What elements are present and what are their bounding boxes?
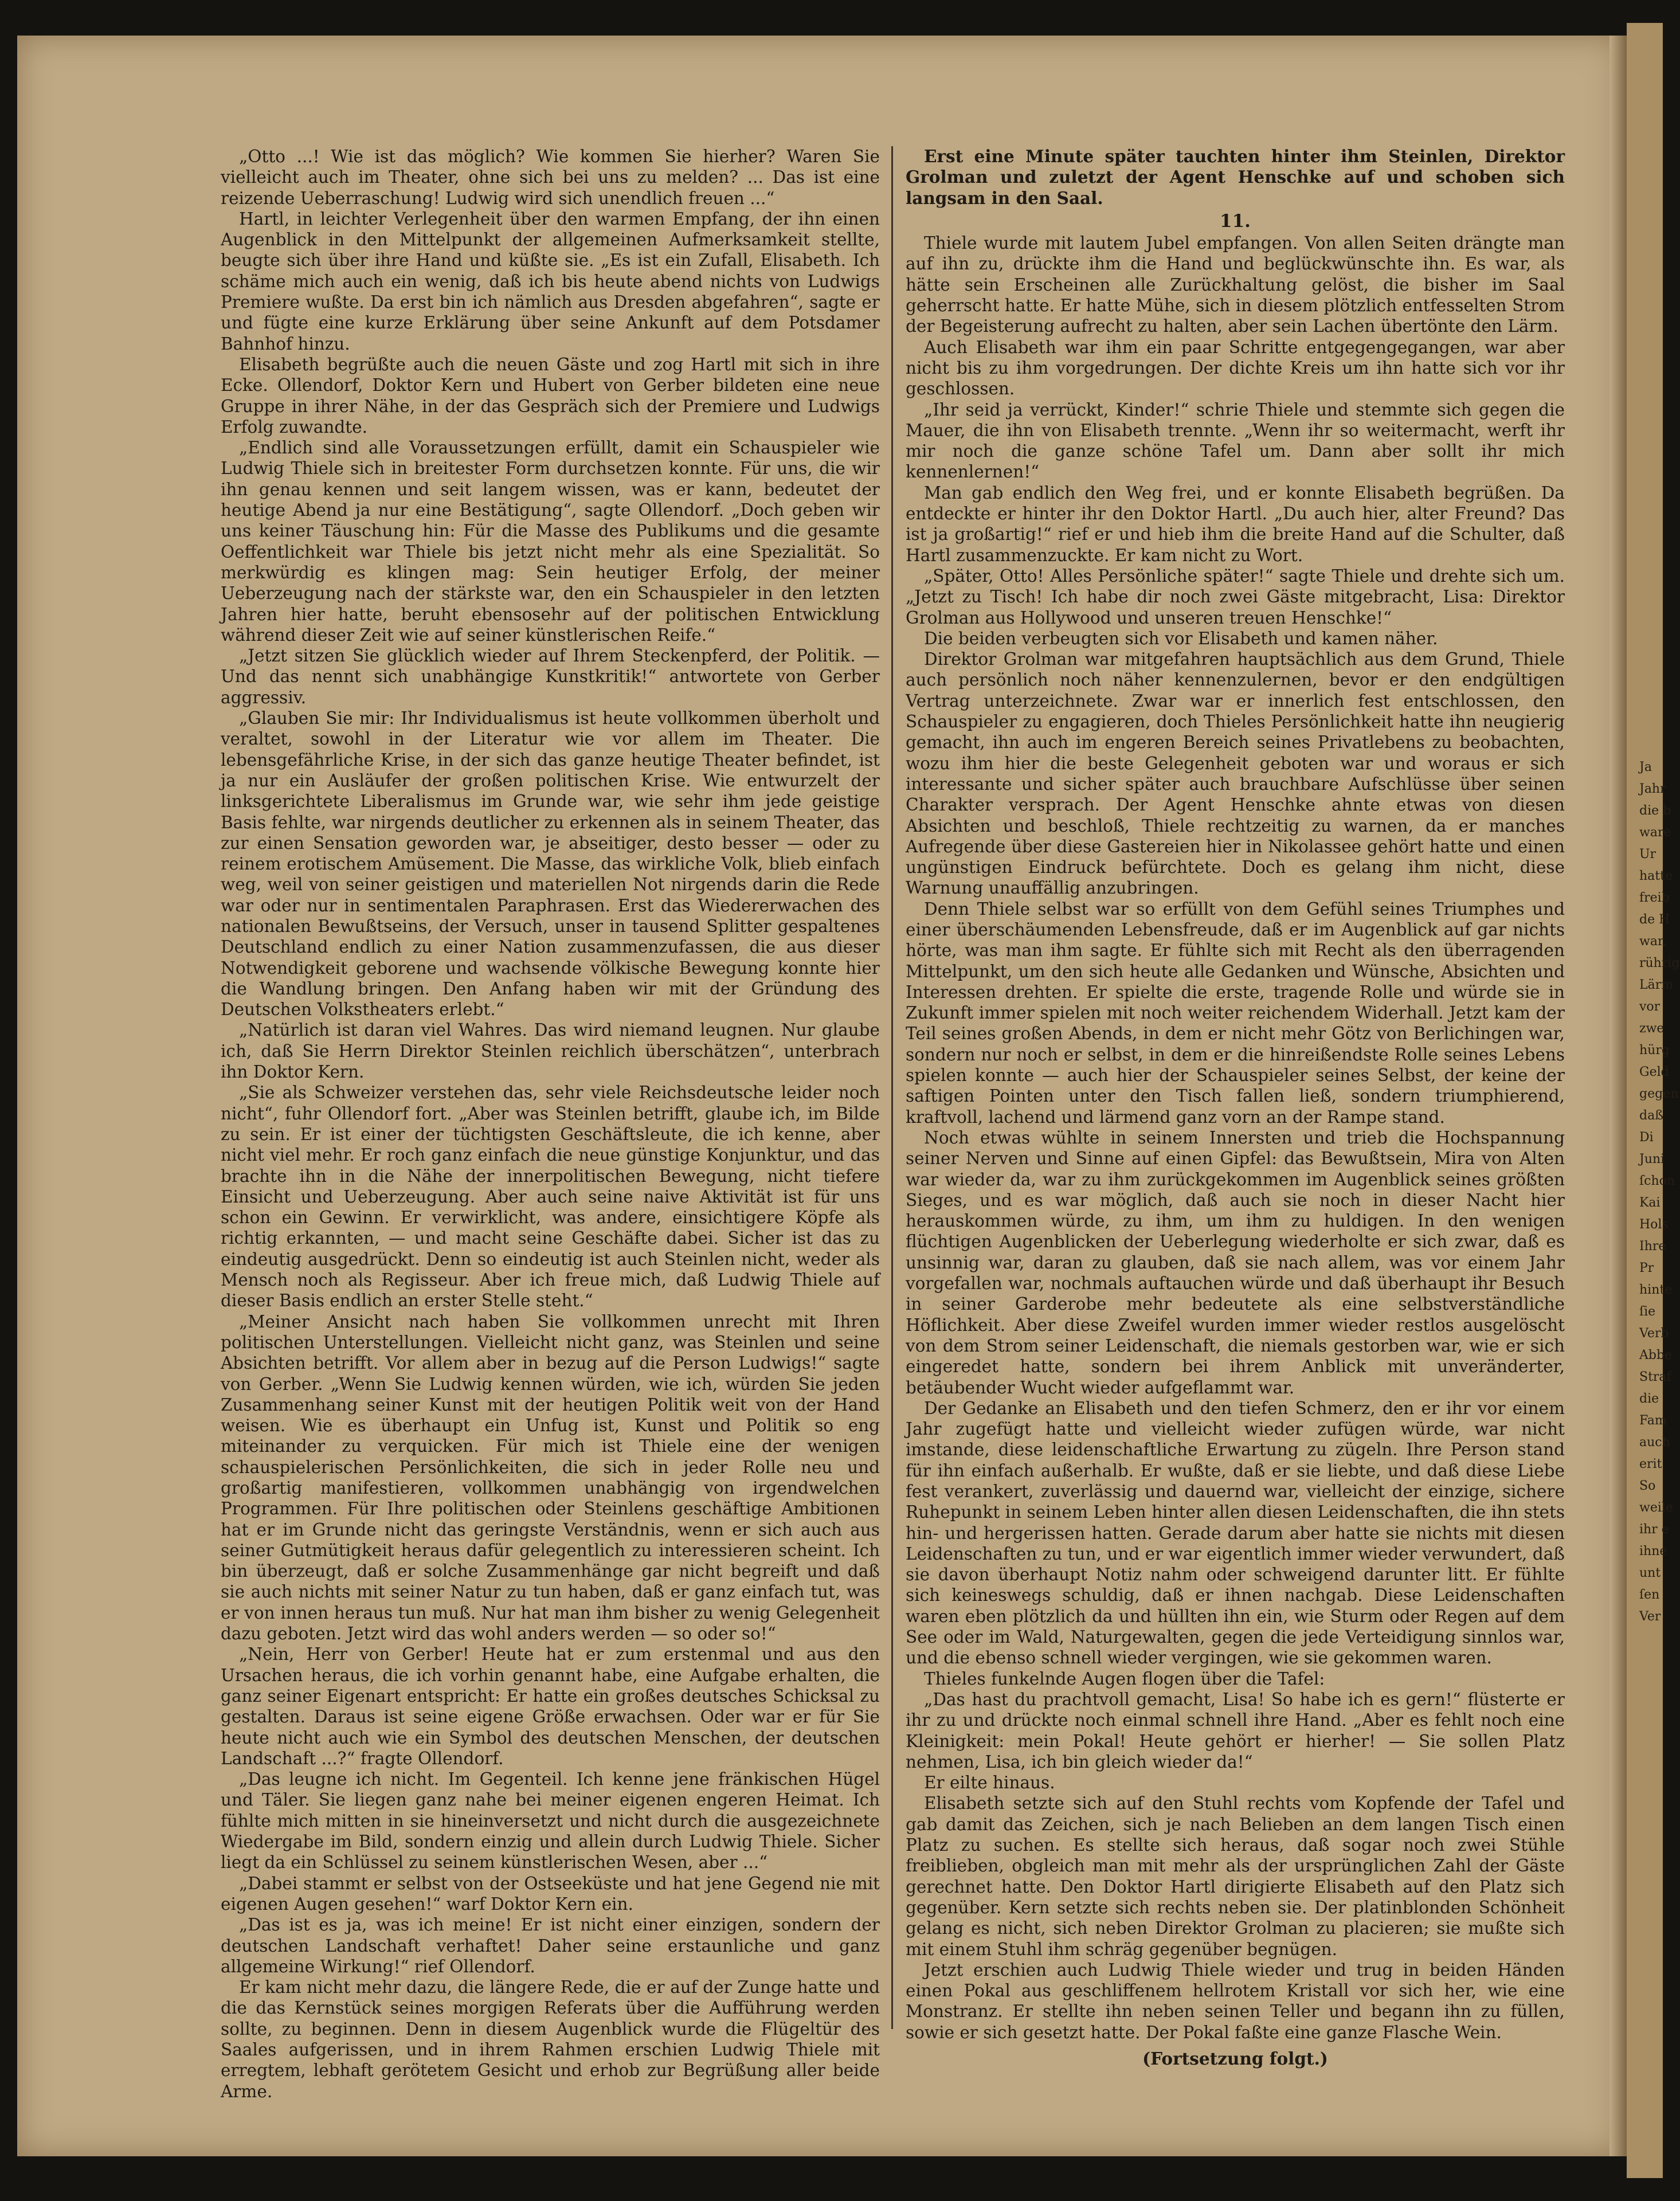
next-page-fragment: Juni <box>1639 1152 1665 1166</box>
next-page-fragment: hinte <box>1639 1283 1673 1297</box>
right-column-paragraph: Thieles funkelnde Augen flogen über die Tafel: <box>924 1669 1325 1689</box>
print-area <box>221 146 1568 2101</box>
left-column-paragraph: „Dabei stammt er selbst von der Ostseeküste und hat jene Gegend nie mit eigenen Augen gesehen!“ warf Doktor Kern ein. <box>221 1873 880 1914</box>
next-page-fragment: freib <box>1639 891 1670 905</box>
next-page-fragment: Lärm <box>1639 978 1674 992</box>
right-column-paragraph: Denn Thiele selbst war so erfüllt von dem Gefühl seines Triumphes und einer überschäumenden Lebensfreude, daß er im Augenblick auf gar nichts hörte, was man ihm sagte. Er fühlte sich mit Recht als den überragenden Mittelpunkt, um den sich heute alle Gedanken und Wünsche, Absichten und Interessen drehten. Er spielte die erste, tragende Rolle und würde sie in Zukunft immer spielen mit noch weiter reichendem Widerhall. Jetzt kam der Teil seines großen Abends, in dem er nicht mehr Götz von Berlichingen war, sondern nur noch er selbst, in dem er die hinreißendste Rolle seines Lebens spielen konnte — auch hier der Schauspieler seines Selbst, der keine der saftigen Pointen unter den Tisch fallen ließ, sondern triumphierend, kraftvoll, lachend und lärmend ganz vorn an der Rampe stand. <box>906 899 1565 1127</box>
right-column-paragraph: „Ihr seid ja verrückt, Kinder!“ schrie Thiele und stemmte sich gegen die Mauer, die ihn von Elisabeth trennte. „Wenn ihr so weitermacht, werft ihr mir noch die ganze schöne Tafel um. Dann aber sollt ihr mich kennenlernen!“ <box>906 400 1565 482</box>
next-page-fragment: ſchon <box>1639 1174 1675 1188</box>
left-column-paragraph: Er kam nicht mehr dazu, die längere Rede, die er auf der Zunge hatte und die das Kernstück seines morgigen Referats über die Aufführung werden sollte, zu beginnen. Denn in diesem Augenblick wurde die Flügeltür des Saales aufgerissen, und in ihrem Rahmen erschien Ludwig Thiele mit erregtem, lebhaft gerötetem Gesicht und erhob zur Begrüßung aller beide Arme. <box>221 1977 880 2101</box>
left-column-paragraph: „Natürlich ist daran viel Wahres. Das wird niemand leugnen. Nur glaube ich, daß Sie Herrn Direktor Steinlen reichlich überschätzen“, unterbrach ihn Doktor Kern. <box>221 1020 880 1082</box>
right-column-paragraph: Der Gedanke an Elisabeth und den tiefen Schmerz, den er ihr vor einem Jahr zugefügt hatte und vielleicht wieder zufügen würde, war nicht imstande, diese leidenschaftliche Erwartung zu zügeln. Ihre Person stand für ihn einfach außerhalb. Er wußte, daß er sie liebte, und daß diese Liebe fest verankert, zuverlässig und dauernd war, vielleicht der einzige, sichere Ruhepunkt in seinem Leben hinter allen diesen Leidenschaften, die ihn stets hin- und hergerissen hatten. Gerade darum aber hatte sie nichts mit diesen Leidenschaften zu tun, und er war eigentlich immer wieder verwundert, daß sie davon überhaupt Notiz nahm oder schweigend darunter litt. Er fühlte sich keineswegs schuldig, daß er ihnen nachgab. Diese Leidenschaften waren eben plötzlich da und hüllten ihn ein, wie Sturm oder Regen auf dem See oder im Wald, Naturgewalten, gegen die jede Verteidigung sinnlos war, und die ebenso schnell wieder vergingen, wie sie gekommen waren. <box>906 1398 1565 1668</box>
next-page-fragment: ſen <box>1639 1588 1660 1602</box>
right-column-paragraph: „Das hast du prachtvoll gemacht, Lisa! So habe ich es gern!“ flüsterte er ihr zu und drückte noch einmal schnell ihre Hand. „Aber es fehlt noch eine Kleinigkeit: mein Pokal! Heute gehört er hierher! — Sie sollen Platz nehmen, Lisa, ich bin gleich wieder da!“ <box>906 1689 1565 1772</box>
left-column-paragraph: Hartl, in leichter Verlegenheit über den warmen Empfang, der ihn einen Augenblick in den Mittelpunkt der allgemeinen Aufmerksamkeit stellte, beugte sich über ihre Hand und küßte sie. „Es ist ein Zufall, Elisabeth. Ich schäme mich auch ein wenig, daß ich bis heute abend nichts von Ludwigs Premiere wußte. Da erst bin ich nämlich aus Dresden abgefahren“, sagte er und fügte eine kurze Erklärung über seine Ankunft auf dem Potsdamer Bahnhof hinzu. <box>221 209 880 354</box>
next-page-fragment: vor <box>1639 1000 1661 1014</box>
right-column-paragraph: Man gab endlich den Weg frei, und er konnte Elisabeth begrüßen. Da entdeckte er hinter ihr den Doktor Hartl. „Du auch hier, alter Freund? Das ist ja großartig!“ rief er und hieb ihm die breite Hand auf die Schulter, daß Hartl zusammenzuckte. Er kam nicht zu Wort. <box>906 483 1565 565</box>
right-column-paragraph: Elisabeth setzte sich auf den Stuhl rechts vom Kopfende der Tafel und gab damit das Zeichen, sich je nach Belieben an dem langen Tisch einen Platz zu suchen. Es stellte sich heraus, daß sogar noch zwei Stühle freiblieben, obgleich man mit mehr als der ursprünglichen Zahl der Gäste gerechnet hatte. Den Doktor Hartl dirigierte Elisabeth auf den Platz sich gegenüber. Kern setzte sich rechts neben sie. Der platinblonden Schönheit gelang es nicht, sich neben Direktor Grolman zu placieren; sie mußte sich mit einem Stuhl ihm schräg gegenüber begnügen. <box>906 1793 1565 1959</box>
next-page-fragment: ihne <box>1639 1544 1667 1558</box>
next-page-fragment: die b <box>1639 804 1671 818</box>
right-column-paragraph: Direktor Grolman war mitgefahren hauptsächlich aus dem Grund, Thiele auch persönlich noch näher kennenzulernen, bevor er den endgültigen Vertrag unterzeichnete. Zwar war er innerlich fest entschlossen, den Schauspieler zu engagieren, doch Thieles Persönlichkeit hatte ihn neugierig gemacht, ihn auch im engeren Bereich seines Privatlebens zu beobachten, wozu ihm hier die beste Gelegenheit geboten war und woraus er sich interessante und sicher später auch brauchbare Aufschlüsse über seinen Charakter versprach. Der Agent Henschke ahnte etwas von diesen Absichten und beschloß, Thiele rechtzeitig zu warnen, da er manches Aufregende über diese Gastereien hier in Nikolassee gehört hatte und einen ungünstigen Eindruck befürchtete. Doch es gelang ihm nicht, diese Warnung unauffällig anzubringen. <box>906 649 1565 898</box>
left-column-paragraph: Elisabeth begrüßte auch die neuen Gäste und zog Hartl mit sich in ihre Ecke. Ollendorf, Doktor Kern und Hubert von Gerber bildeten eine neue Gruppe in ihrer Nähe, in der das Gespräch sich der Premiere und Ludwigs Erfolg zuwandte. <box>221 354 880 437</box>
next-page-fragment: So <box>1639 1479 1656 1493</box>
right-column-paragraphs <box>906 233 1565 2043</box>
next-page-text-fragments <box>1639 757 1680 2018</box>
left-column <box>221 146 880 2101</box>
next-page-fragment: hatte <box>1639 869 1673 883</box>
next-page-fragment: war, <box>1639 934 1667 949</box>
next-page-fragment: weile <box>1639 1501 1673 1515</box>
next-page-fragment: Verb <box>1639 1326 1669 1341</box>
next-page-fragment: Ver <box>1639 1609 1661 1624</box>
column-divider <box>891 146 893 2029</box>
left-column-paragraph: „Sie als Schweizer verstehen das, sehr viele Reichsdeutsche leider noch nicht“, fuhr Ollendorf fort. „Aber was Steinlen betrifft, glaube ich, im Bilde zu sein. Er ist einer der tüchtigsten Geschäftsleute, die ich kenne, aber nicht viel mehr. Er roch ganz einfach die neue günstige Konjunktur, und das brachte ihn in die Nähe der innerpolitischen Bewegung, nicht tiefere Einsicht und Ueberzeugung. Aber auch seine naive Aktivität ist für uns schon ein Gewinn. Er verwirklicht, was andere, einsichtigere Köpfe als richtig erkannten, — und macht seine Geschäfte dabei. Sicher ist das zu eindeutig ausgedrückt. Denn so eindeutig ist auch Steinlen nicht, weder als Mensch noch als Regisseur. Aber ich freue mich, daß Ludwig Thiele auf dieser Basis endlich an erster Stelle steht.“ <box>221 1083 880 1311</box>
next-page-fragment: unt <box>1639 1566 1661 1580</box>
right-column-paragraph: „Später, Otto! Alles Persönliche später!“ sagte Thiele und drehte sich um. „Jetzt zu Tisch! Ich habe dir noch zwei Gäste mitgebracht, Lisa: Direktor Grolman aus Hollywood und unseren treuen Henschke!“ <box>906 566 1565 628</box>
next-page-fragment: daß <box>1639 1109 1663 1123</box>
next-page-fragment: Geld <box>1639 1065 1669 1079</box>
next-page-fragment: ſie <box>1639 1305 1656 1319</box>
next-page-fragment: rührig <box>1639 956 1680 970</box>
right-column-paragraph: Er eilte hinaus. <box>924 1773 1055 1793</box>
next-page-fragment: gegen <box>1639 1087 1679 1101</box>
next-page-fragment: Hols <box>1639 1217 1669 1232</box>
right-column-paragraph: Die beiden verbeugten sich vor Elisabeth und kamen näher. <box>924 628 1438 648</box>
left-column-paragraph: „Nein, Herr von Gerber! Heute hat er zum erstenmal und aus den Ursachen heraus, die ich vorhin genannt habe, eine Aufgabe erhalten, die ganz seiner Eigenart entspricht: Er hatte ein großes deutsches Schicksal zu gestalten. Daraus ist seine eigene Größe erwachsen. Oder war er für Sie heute nicht auch wie ein Symbol des deutschen Menschen, der deutschen Landschaft ...?“ fragte Ollendorf. <box>221 1644 880 1768</box>
left-column-paragraph: „Jetzt sitzen Sie glücklich wieder auf Ihrem Steckenpferd, der Politik. — Und das nennt sich unabhängige Kunstkritik!“ antwortete von Gerber aggressiv. <box>221 646 880 707</box>
page-fold <box>1609 36 1627 2156</box>
left-column-paragraph: „Das leugne ich nicht. Im Gegenteil. Ich kenne jene fränkischen Hügel und Täler. Sie liegen ganz nahe bei meiner eigenen engeren Heimat. Ich fühlte mich mitten in sie hineinversetzt und nicht durch die ausgezeichnete Wiedergabe im Bild, sondern einzig und allein durch Ludwig Thiele. Sicher liegt da ein Schlüssel zu seinem künstlerischen Wesen, aber ...“ <box>221 1769 880 1873</box>
next-page-fragment: zwe <box>1639 1021 1665 1036</box>
next-page-fragment: Fam <box>1639 1413 1667 1428</box>
next-page-fragment: Ihre <box>1639 1239 1666 1254</box>
next-page-fragment: Ur <box>1639 847 1656 861</box>
left-column-paragraph: „Meiner Ansicht nach haben Sie vollkommen unrecht mit Ihren politischen Unterstellungen. Vielleicht nicht ganz, was Steinlen und seine Absichten betrifft. Vor allem aber in bezug auf die Person Ludwigs!“ sagte von Gerber. „Wenn Sie Ludwig kennen würden, wie ich, würden Sie jeden Zusammenhang seiner Kunst mit der heutigen Politik weit von der Hand weisen. Wie es überhaupt ein Unfug ist, Kunst und Politik so eng miteinander zu verquicken. Für mich ist Thiele eine der wenigen schauspielerischen Persönlichkeiten, die sich in jeder Rolle neu und großartig manifestieren, vollkommen unabhängig von irgendwelchen Programmen. Für Ihre politischen oder Steinlens geschäftige Ambitionen hat er im Grunde nicht das geringste Verständnis, wenn er sich auch aus seiner Gutmütigkeit heraus dafür gelegentlich zu interessieren scheint. Ich bin überzeugt, daß er solche Zusammenhänge gar nicht begreift und daß sie auch nichts mit seiner Natur zu tun haben, daß er ganz einfach tut, was er von innen heraus tun muß. Nur hat man ihm bisher zu wenig Gelegenheit dazu geboten. Jetzt wird das wohl anders werden — so oder so!“ <box>221 1311 880 1644</box>
next-page-fragment: ihr e <box>1639 1522 1669 1537</box>
next-page-fragment: erit <box>1639 1457 1662 1471</box>
right-column-paragraph: Jetzt erschien auch Ludwig Thiele wieder und trug in beiden Händen einen Pokal aus geschliffenem hellrotem Kristall vor sich her, wie eine Monstranz. Er stellte ihn neben seinen Teller und begann ihn zu füllen, sowie er sich gesetzt hatte. Der Pokal faßte eine ganze Flasche Wein. <box>906 1960 1565 2042</box>
chapter-number: 11. <box>1220 210 1251 232</box>
next-page-fragment: Pr <box>1639 1261 1654 1275</box>
next-page-fragment: ware <box>1639 825 1671 840</box>
right-column-paragraph: Noch etwas wühlte in seinem Innersten und trieb die Hochspannung seiner Nerven und Sinne auf einen Gipfel: das Bewußtsein, Mira von Alten war wieder da, war zu ihm zurückgekommen im Augenblick seines größten Sieges, und es war möglich, daß auch sie noch in dieser Nacht hier herauskommen würde, zu ihm, um ihm zu huldigen. In den wenigen flüchtigen Augenblicken der Ueberlegung wiederholte er sich zwar, daß es unsinnig war, daran zu glauben, daß sie nach allem, was vor einem Jahr vorgefallen war, nochmals auftauchen würde und daß überhaupt ihr Besuch in seiner Garderobe mehr bedeutete als eine selbstverständliche Höflichkeit. Aber diese Zweifel wurden immer wieder restlos ausgelöscht von dem Strom seiner Leidenschaft, die niemals gestorben war, wie er sich eingeredet hatte, sondern bei ihrem Anblick mit unveränderter, betäubender Wucht wieder aufgeflammt war. <box>906 1127 1565 1397</box>
left-column-paragraph: „Glauben Sie mir: Ihr Individualismus ist heute vollkommen überholt und veraltet, sowohl in der Literatur wie vor allem im Theater. Die lebensgefährliche Krise, in der sich das ganze heutige Theater befindet, ist ja nur ein Ausläufer der großen politischen Krise. Wie entwurzelt der linksgerichtete Liberalismus im Grunde war, wie sehr ihm jede geistige Basis fehlte, war nirgends deutlicher zu erkennen als in seinem Theater, das zur einen Sensation geworden war, je abseitiger, desto besser — oder zu reinem erotischem Amüsement. Die Masse, das wirkliche Volk, blieb einfach weg, weil von seiner geistigen und materiellen Not nirgends darin die Rede war oder nur in sentimentalen Paraphrasen. Erst das Wiedererwachen des nationalen Bewußtseins, der Versuch, unser in tausend Splitter gespaltenes Deutschland endlich zu einer Nation zusammenzufassen, die aus dieser Notwendigkeit geborene und wachsende völkische Bewegung konnte hier die Wandlung bringen. Den Anfang haben wir mit der Gründung des Deutschen Volkstheaters erlebt.“ <box>221 708 880 1020</box>
right-column-paragraph: Auch Elisabeth war ihm ein paar Schritte entgegengegangen, war aber nicht bis zu ihm vorgedrungen. Der dichte Kreis um ihn hatte sich vor ihr geschlossen. <box>906 337 1565 399</box>
left-column-paragraph: „Otto ...! Wie ist das möglich? Wie kommen Sie hierher? Waren Sie vielleicht auch im Theater, ohne sich bei uns zu melden? ... Das ist eine reizende Ueberraschung! Ludwig wird sich unendlich freuen ...“ <box>221 147 880 208</box>
next-page-fragment: Kai <box>1639 1196 1661 1210</box>
next-page-fragment: de H <box>1639 912 1670 927</box>
right-column <box>906 146 1565 2069</box>
next-page-fragment: hürg <box>1639 1043 1670 1058</box>
next-page-fragment: Ja <box>1639 760 1652 774</box>
next-page-fragment: Abbe <box>1639 1348 1673 1362</box>
right-column-lead-paragraph: Erst eine Minute später tauchten hinter ihm Steinlen, Direktor Grolman und zuletzt der Agent Henschke auf und schoben sich langsam in den Saal. <box>906 146 1565 208</box>
left-column-paragraph: „Das ist es ja, was ich meine! Er ist nicht einer einzigen, sondern der deutschen Landschaft verhaftet! Daher seine erstaunliche und ganz allgemeine Wirkung!“ rief Ollendorf. <box>221 1915 880 1976</box>
next-page-fragment: auch <box>1639 1435 1670 1450</box>
next-page-fragment: Straf <box>1639 1370 1671 1384</box>
right-column-paragraph: Thiele wurde mit lautem Jubel empfangen. Von allen Seiten drängte man auf ihn zu, drückte ihm die Hand und beglückwünschte ihn. Es war, als hätte sein Erscheinen alle Zurückhaltung gelöst, die bisher im Saal geherrscht hatte. Er hatte Mühe, sich in diesem plötzlich entfesselten Strom der Begeisterung aufrecht zu halten, aber sein Lachen übertönte den Lärm. <box>906 233 1565 336</box>
next-page-fragment: Jahr <box>1639 782 1666 796</box>
continuation-note: (Fortsetzung folgt.) <box>1142 2049 1328 2069</box>
next-page-fragment: Di <box>1639 1130 1654 1145</box>
left-column-paragraph: „Endlich sind alle Voraussetzungen erfüllt, damit ein Schauspieler wie Ludwig Thiele sich in breitester Form durchsetzen konnte. Für uns, die wir ihn genau kennen und seit langem wissen, was er kann, bedeutet der heutige Abend ja nur eine Bestätigung“, sagte Ollendorf. „Doch geben wir uns keiner Täuschung hin: Für die Masse des Publikums und die gesamte Oeffentlichkeit war Thiele bis jetzt nicht mehr als eine Spezialität. So merkwürdig es klingen mag: Sein heutiger Erfolg, der meiner Ueberzeugung nach der stärkste war, den ein Schauspieler in den letzten Jahren hier hatte, beruht ebensosehr auf der politischen Entwicklung während dieser Zeit wie auf seiner künstlerischen Reife.“ <box>221 438 880 645</box>
next-page-fragment: die <box>1639 1392 1659 1406</box>
